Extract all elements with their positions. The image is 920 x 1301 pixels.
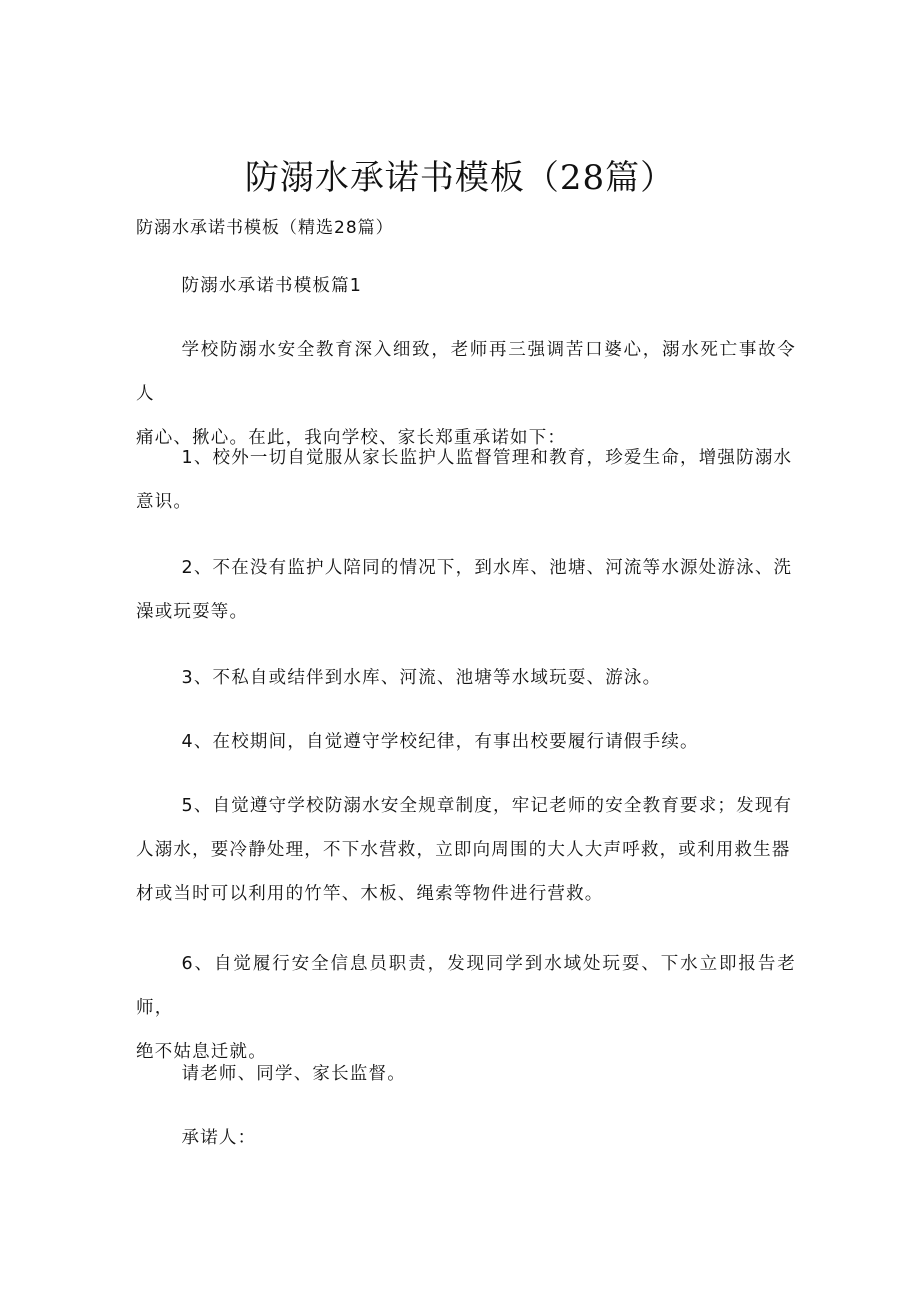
pledge-item-5 xyxy=(136,784,796,916)
pledge-item-1 xyxy=(136,436,796,524)
pledge-item-3 xyxy=(136,656,796,700)
closing-text: 请老师、同学、家长监督。 xyxy=(181,1064,406,1084)
pledge-item-2 xyxy=(136,546,796,634)
signature-label: 承诺人： xyxy=(181,1128,257,1148)
pledge-line: 2、不在没有监护人陪同的情况下，到水库、池塘、河流等水源处游泳、洗 xyxy=(181,558,793,578)
section-heading-text: 防溺水承诺书模板篇1 xyxy=(181,276,363,296)
pledge-line: 澡或玩耍等。 xyxy=(136,602,249,622)
pledge-line: 5、自觉遵守学校防溺水安全规章制度，牢记老师的安全教育要求；发现有 xyxy=(181,796,793,816)
pledge-line: 绝不姑息迁就。 xyxy=(136,1042,267,1062)
pledge-line: 4、在校期间，自觉遵守学校纪律，有事出校要履行请假手续。 xyxy=(181,732,699,752)
pledge-line: 1、校外一切自觉服从家长监护人监督管理和教育，珍爱生命，增强防溺水 xyxy=(181,448,793,468)
document-subtitle: 防溺水承诺书模板（精选28篇） xyxy=(136,218,394,238)
pledge-line: 材或当时可以利用的竹竿、木板、绳索等物件进行营救。 xyxy=(136,884,604,904)
pledge-line: 意识。 xyxy=(136,492,193,512)
intro-line: 痛心、揪心。在此，我向学校、家长郑重承诺如下： xyxy=(136,428,567,448)
pledge-item-4 xyxy=(136,720,796,764)
closing-paragraph xyxy=(136,1052,796,1096)
pledge-line: 3、不私自或结伴到水库、河流、池塘等水域玩耍、游泳。 xyxy=(181,668,662,688)
pledge-line: 人溺水，要冷静处理，不下水营救，立即向周围的大人大声呼救，或利用救生器 xyxy=(136,840,791,860)
pledge-line: 6、自觉履行安全信息员职责，发现同学到水域处玩耍、下水立即报告老师， xyxy=(136,954,796,1018)
intro-line: 学校防溺水安全教育深入细致，老师再三强调苦口婆心，溺水死亡事故令人 xyxy=(136,340,796,404)
document-title: 防溺水承诺书模板（28篇） xyxy=(244,158,676,198)
signature-paragraph xyxy=(136,1116,796,1160)
section-heading xyxy=(136,264,796,308)
